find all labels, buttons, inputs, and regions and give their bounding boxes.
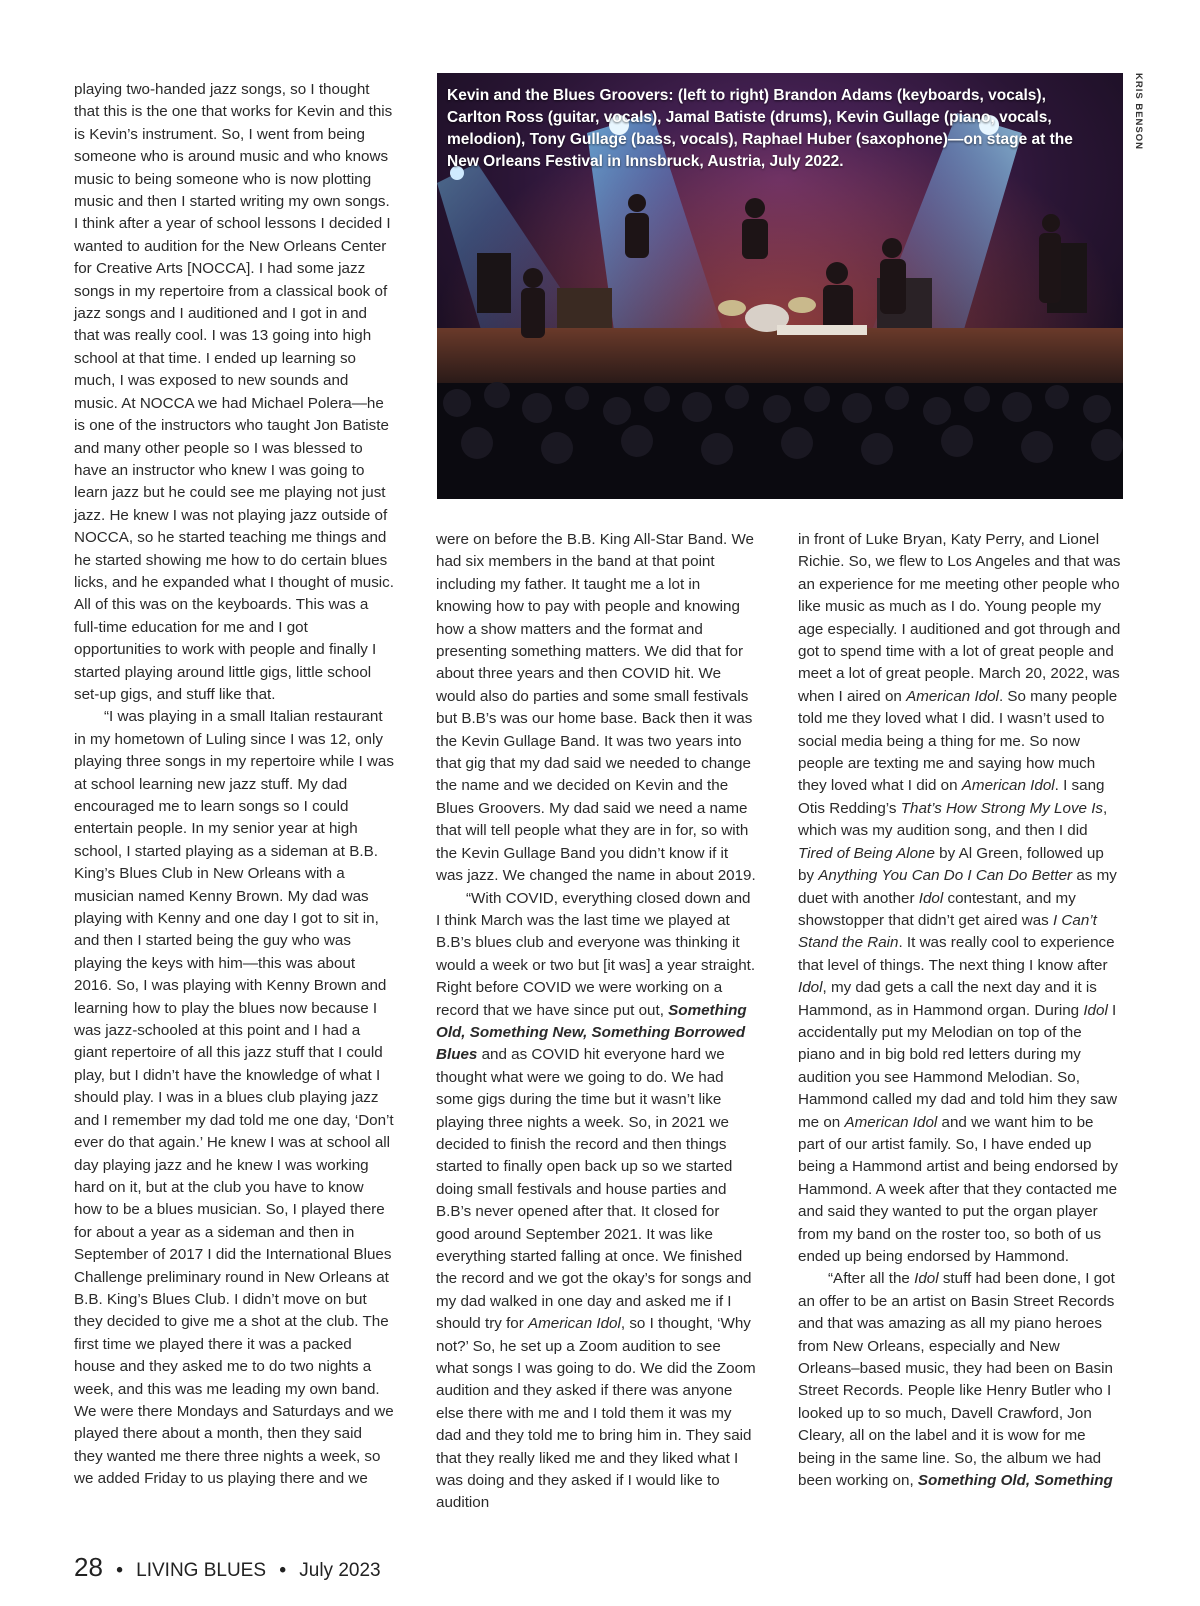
photo-credit: KRIS BENSON — [1133, 73, 1144, 150]
song-title: Anything You Can Do I Can Do Better — [818, 867, 1073, 885]
text-run: as my duet with another — [798, 867, 1117, 907]
show-title: Idol — [914, 1270, 939, 1288]
text-run: . I sang Otis Redding’s — [798, 777, 1105, 817]
song-title: That’s How Strong My Love Is — [900, 799, 1104, 817]
separator-dot: • — [279, 1560, 286, 1581]
song-title: Tired of Being Alone — [798, 844, 935, 862]
album-title: Something Old, Something New, Something Borrowed Blues — [436, 1001, 747, 1064]
text-run: , my dad gets a call the next day and it is Hammond, as in Hammond organ. During — [798, 979, 1097, 1019]
show-title: American Idol — [961, 777, 1055, 795]
photo-caption: Kevin and the Blues Groovers: (left to right) Brandon Adams (keyboards, vocals), Carlton Ross (guitar, vocals), Jamal Batiste (drums), Kevin Gullage (piano, vocals, melodion), Tony Gullage (bass, vocals), Raphael Huber (saxophone)—on stage at the New Orleans Festival in Innsbruck, Austria, July 2022. — [447, 87, 1073, 170]
text-run: contestant, and my showstopper that didn’t get aired was — [798, 889, 1076, 929]
text-run: I accidentally put my Melodian on top of the piano and in big bold red letters during my audition you see Hammond Melodian. So, Hammond called my dad and told him they saw me on — [798, 1001, 1118, 1131]
show-title: Idol — [798, 979, 823, 997]
show-title: American Idol — [844, 1113, 938, 1131]
paragraph — [798, 529, 1123, 1268]
text-run: and we want him to be part of our artist family. So, I have ended up being a Hammond artist and being endorsed by Hammond. A week after that they contacted me and said they wanted to put the organ player from my band on the roster too, so both of us ended up being endorsed by Hammond. — [798, 1113, 1118, 1265]
show-title: American Idol — [528, 1315, 621, 1333]
show-title: Idol — [1083, 1001, 1108, 1019]
text-run: , which was my audition song, and then I did — [798, 799, 1108, 840]
text-run: stuff had been done, I got an offer to be an artist on Basin Street Records and that was amazing as all my piano heroes from New Orleans, especially and New Orleans–based music, they had been on Basin Street Records. People like Henry Butler who I looked up to so much, Davell Crawford, Jon Cleary, all on the label and it is wow for me being in the same line. So, the album we had been working on, — [798, 1270, 1115, 1490]
paragraph — [798, 1268, 1123, 1492]
text-run: and as COVID hit everyone hard we thought what were we going to do. We had some gigs during the time but it wasn’t like playing three nights a week. So, in 2021 we decided to finish the record and then things started to finally open back up so we started doing small festivals and house parties and B.B’s never opened after that. It closed for good around September 2021. It was like everything started falling at once. We finished the record and we got the okay’s for songs and my dad walked in one day and asked me if I should try for — [436, 1046, 752, 1333]
text-run: by Al Green, followed up by — [798, 844, 1104, 885]
song-title: I Can’t Stand the Rain — [798, 911, 1097, 952]
paragraph: were on before the B.B. King All-Star Band. We had six members in the band at that point including my father. It taught me a lot in knowing how to pay with people and knowing how a show matters and the format and presenting something matters. We did that for about three years and then COVID hit. We would also do parties and some small festivals but B.B’s was our home base. Back then it was the Kevin Gullage Band. It was two years into that gig that my dad said we needed to change the name and we decided on Kevin and the Blues Groovers. My dad said we need a name that will tell people what they are in for, so with the Kevin Gullage Band you didn’t know if it was jazz. We changed the name in about 2019. — [436, 531, 756, 885]
text-run: . So many people told me they loved what I did. I wasn’t used to social media being a thing for me. So now people are texting me and saying how much they loved what I did on — [798, 687, 1118, 795]
separator-dot: • — [116, 1560, 123, 1581]
text-run: , so I thought, ‘Why not?’ So, he set up a Zoom audition to see what songs I was going to do. We did the Zoom audition and they asked if there was anyone else there with me and I told them it was my dad and they told me to bring him in. They said that they really liked me and they liked what I was doing and they asked if I would like to audition — [436, 1315, 756, 1512]
paragraph: playing two-handed jazz songs, so I thought that this is the one that works for Kevin and this is Kevin’s instrument. So, I went from being someone who is around music and who knows music to being someone who is now plotting music and then I started writing my own songs. I think after a year of school lessons I decided I wanted to audition for the New Orleans Center for Creative Arts [NOCCA]. I had some jazz songs in my repertoire from a classical book of jazz songs and I auditioned and I got in and that was really cool. I was 13 going into high school at that time. I ended up learning so much, I was exposed to new sounds and music. At NOCCA we had Michael Polera—he is one of the instructors who taught Jon Batiste and many other people so I was blessed to have an instructor who knew I was going to learn jazz but he could see me playing not just jazz. He knew I was not playing jazz outside of NOCCA, so he started teaching me things and he started showing me how to do certain blues licks, and he expanded what I thought of music. All of this was on the keyboards. This was a full-time education for me and I got opportunities to work with people and finally I started playing around little gigs, little school set-up gigs, and stuff like that. — [74, 81, 394, 703]
paragraph: “I was playing in a small Italian restaurant in my hometown of Luling since I was 12, only playing three songs in my repertoire while I was at school learning new jazz stuff. My dad encouraged me to learn songs so I could entertain people. In my senior year at high school, I started playing as a sideman at B.B. King’s Blues Club in New Orleans with a musician named Kenny Brown. My dad was playing with Kenny and one day I got to sit in, and then I started being the guy who was playing the keys with him—this was about 2016. So, I was playing with Kenny Brown and learning how to play the blues now because I was jazz-schooled at this point and I had a giant repertoire of all this jazz stuff that I could play, but I didn’t have the knowledge of what I should play. I was in a blues club playing jazz and I remember my dad told me one day, ‘Don’t ever do that again.’ He knew I was at school all day playing jazz and he knew I was working hard on it, but at the club you have to know how to be a blues musician. So, I played there for about a year as a sideman and then in September of 2017 I did the International Blues Challenge preliminary round in New Orleans at B.B. King’s Blues Club. I didn’t move on but they decided to give me a shot at the club. The first time we played there it was a packed house and they asked me to do two nights a week, and this was me leading my own band. We were there Mondays and Saturdays and we played there about a month, then they said they wanted me there three nights a week, so we added Friday to us playing there and we — [74, 708, 394, 1488]
magazine-name: LIVING BLUES — [136, 1560, 267, 1581]
concert-photo — [437, 73, 1123, 499]
show-title: Idol — [918, 889, 944, 907]
article-column-1 — [74, 79, 394, 1491]
text-run: in front of Luke Bryan, Katy Perry, and Lionel Richie. So, we flew to Los Angeles and that was an experience for me meeting other people who like music as much as I do. Young people my age especially. I auditioned and got through and got to spend time with a lot of great people and meet a lot of great people. March 20, 2022, was when I aired on — [798, 531, 1121, 705]
text-run: “After all the — [828, 1270, 915, 1288]
text-run: . It was really cool to experience that level of things. The next thing I know after — [798, 934, 1115, 974]
article-column-3 — [798, 529, 1123, 1492]
page-footer — [74, 1552, 381, 1583]
page-number: 28 — [74, 1552, 103, 1582]
text-run: “With COVID, everything closed down and I think March was the last time we played at B.B’s blues club and everyone was thinking it would a week or two but [it was] a year straight. Right before COVID we were working on a record that we have since put out, — [436, 889, 756, 1019]
article-column-2 — [436, 529, 756, 1515]
album-title: Something Old, Something — [917, 1472, 1113, 1490]
paragraph — [436, 888, 756, 1515]
show-title: American Idol — [906, 687, 999, 705]
issue-date: July 2023 — [299, 1560, 381, 1581]
